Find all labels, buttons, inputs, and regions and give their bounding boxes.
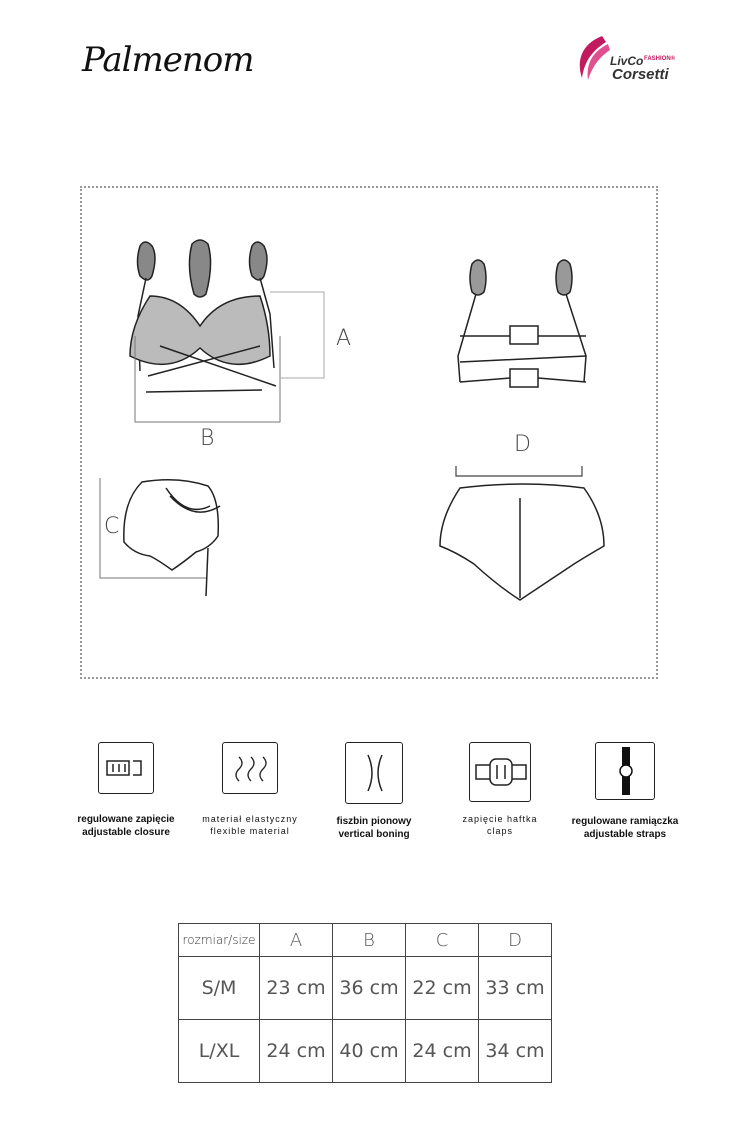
feature-adjustable-closure: [56, 742, 196, 838]
size-header-cell: rozmiar/size: [179, 924, 260, 957]
logo-text-livco: LivCo: [610, 54, 644, 68]
size-value-cell: 24 cm: [260, 1020, 333, 1083]
size-value-cell: 23 cm: [260, 957, 333, 1020]
adjustable-closure-icon: [98, 742, 154, 794]
panty-back-drawing: [440, 466, 604, 600]
dimension-label-b: B: [200, 426, 215, 451]
size-name-cell: L/XL: [179, 1020, 260, 1083]
size-value-cell: 40 cm: [333, 1020, 406, 1083]
size-value-cell: 24 cm: [406, 1020, 479, 1083]
feature-flexible-material: [180, 742, 320, 836]
feature-label-pl: zapięcie haftka: [462, 814, 538, 824]
size-table-header: [179, 924, 552, 957]
logo-text-corsetti: Corsetti: [612, 66, 669, 83]
brand-logo: [572, 34, 702, 94]
bra-front-drawing: [130, 240, 324, 422]
feature-label-en: flexible material: [210, 826, 290, 836]
feature-label-en: claps: [486, 826, 513, 836]
feature-label-en: vertical boning: [338, 829, 410, 840]
logo-swoosh-icon: [572, 34, 612, 84]
size-header-cell: B: [333, 924, 406, 957]
vertical-boning-icon: [345, 742, 403, 804]
size-name-cell: S/M: [179, 957, 260, 1020]
brand-name: Palmenom: [82, 40, 254, 80]
size-table: [178, 923, 552, 1083]
feature-label-pl: materiał elastyczny: [202, 814, 298, 824]
flexible-material-icon: [222, 742, 278, 794]
feature-vertical-boning: [304, 742, 444, 840]
size-header-cell: D: [479, 924, 552, 957]
size-header-cell: A: [260, 924, 333, 957]
size-value-cell: 36 cm: [333, 957, 406, 1020]
hook-claps-icon: [469, 742, 531, 802]
dimension-label-a: A: [336, 326, 352, 351]
feature-hook-claps: [430, 742, 570, 836]
size-value-cell: 33 cm: [479, 957, 552, 1020]
feature-label-en: adjustable closure: [82, 827, 170, 838]
bra-back-drawing: [458, 260, 586, 387]
size-value-cell: 22 cm: [406, 957, 479, 1020]
feature-adjustable-straps: [550, 742, 700, 840]
feature-label-en: adjustable straps: [583, 829, 667, 840]
feature-icons-row: [60, 742, 700, 862]
size-header-cell: C: [406, 924, 479, 957]
adjustable-straps-icon: [595, 742, 655, 800]
size-value-cell: 34 cm: [479, 1020, 552, 1083]
feature-label-pl: regulowane ramiączka: [571, 816, 679, 827]
table-row: [179, 1020, 552, 1083]
garment-drawings: [80, 186, 658, 679]
feature-label-pl: regulowane zapięcie: [77, 814, 175, 825]
logo-text-fashion: FASHION®: [644, 56, 676, 62]
technical-drawing-panel: [80, 186, 658, 679]
table-row: [179, 957, 552, 1020]
dimension-label-c: C: [104, 514, 120, 539]
dimension-label-d: D: [514, 432, 531, 457]
feature-label-pl: fiszbin pionowy: [336, 816, 412, 827]
